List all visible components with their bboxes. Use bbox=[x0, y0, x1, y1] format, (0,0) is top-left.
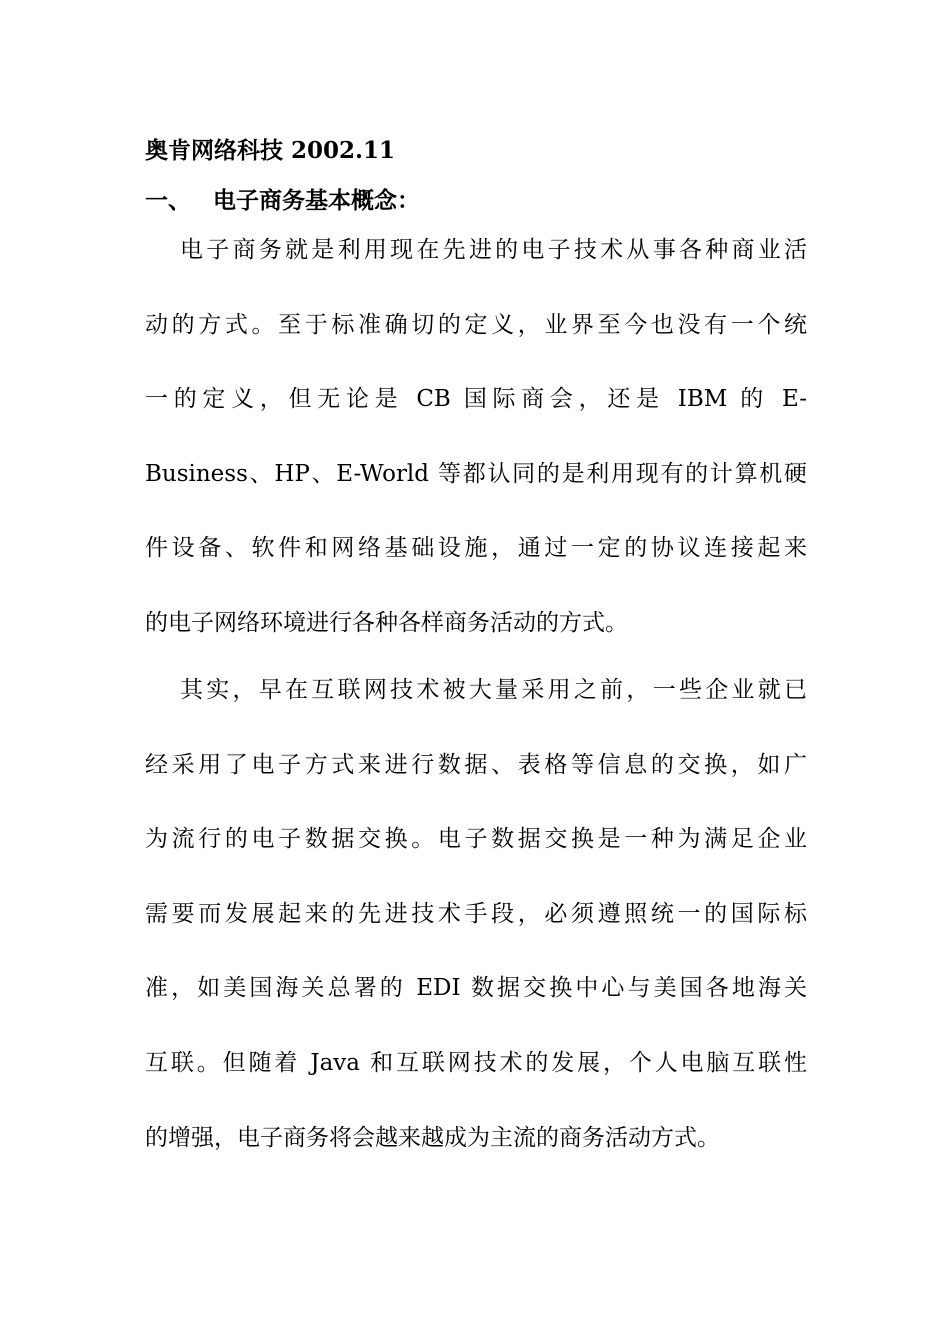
paragraph-line: 互联。但随着 Java 和互联网技术的发展，个人电脑互联性 bbox=[145, 1049, 807, 1076]
paragraph-line: Business、HP、E-World 等都认同的是利用现有的计算机硬 bbox=[145, 460, 807, 487]
paragraph-line: 经采用了电子方式来进行数据、表格等信息的交换，如广 bbox=[145, 751, 807, 778]
section-title: 电子商务基本概念： bbox=[213, 187, 420, 214]
paragraph-line: 动的方式。至于标准确切的定义，业界至今也没有一个统 bbox=[145, 311, 807, 338]
paragraph-line: 一的定义，但无论是 CB 国际商会，还是 IBM 的 E- bbox=[145, 386, 807, 413]
paragraph-line: 件设备、软件和网络基础设施，通过一定的协议连接起来 bbox=[145, 535, 807, 562]
section-number: 一、 bbox=[145, 187, 191, 214]
section-heading bbox=[145, 184, 420, 218]
paragraph-history bbox=[145, 673, 807, 1195]
paragraph-line: 需要而发展起来的先进技术手段，必须遵照统一的国际标 bbox=[145, 900, 807, 927]
paragraph-line: 的电子网络环境进行各种各样商务活动的方式。 bbox=[145, 609, 628, 636]
paragraph-line: 电子商务就是利用现在先进的电子技术从事各种商业活 bbox=[180, 237, 807, 263]
paragraph-line: 准，如美国海关总署的 EDI 数据交换中心与美国各地海关 bbox=[145, 975, 807, 1002]
paragraph-line: 其实，早在互联网技术被大量采用之前，一些企业就已 bbox=[180, 677, 807, 703]
paragraph-line: 的增强，电子商务将会越来越成为主流的商务活动方式。 bbox=[145, 1124, 720, 1151]
document-header: 奥肯网络科技 2002.11 bbox=[145, 137, 396, 164]
paragraph-definition bbox=[145, 233, 807, 681]
paragraph-line: 为流行的电子数据交换。电子数据交换是一种为满足企业 bbox=[145, 826, 807, 853]
